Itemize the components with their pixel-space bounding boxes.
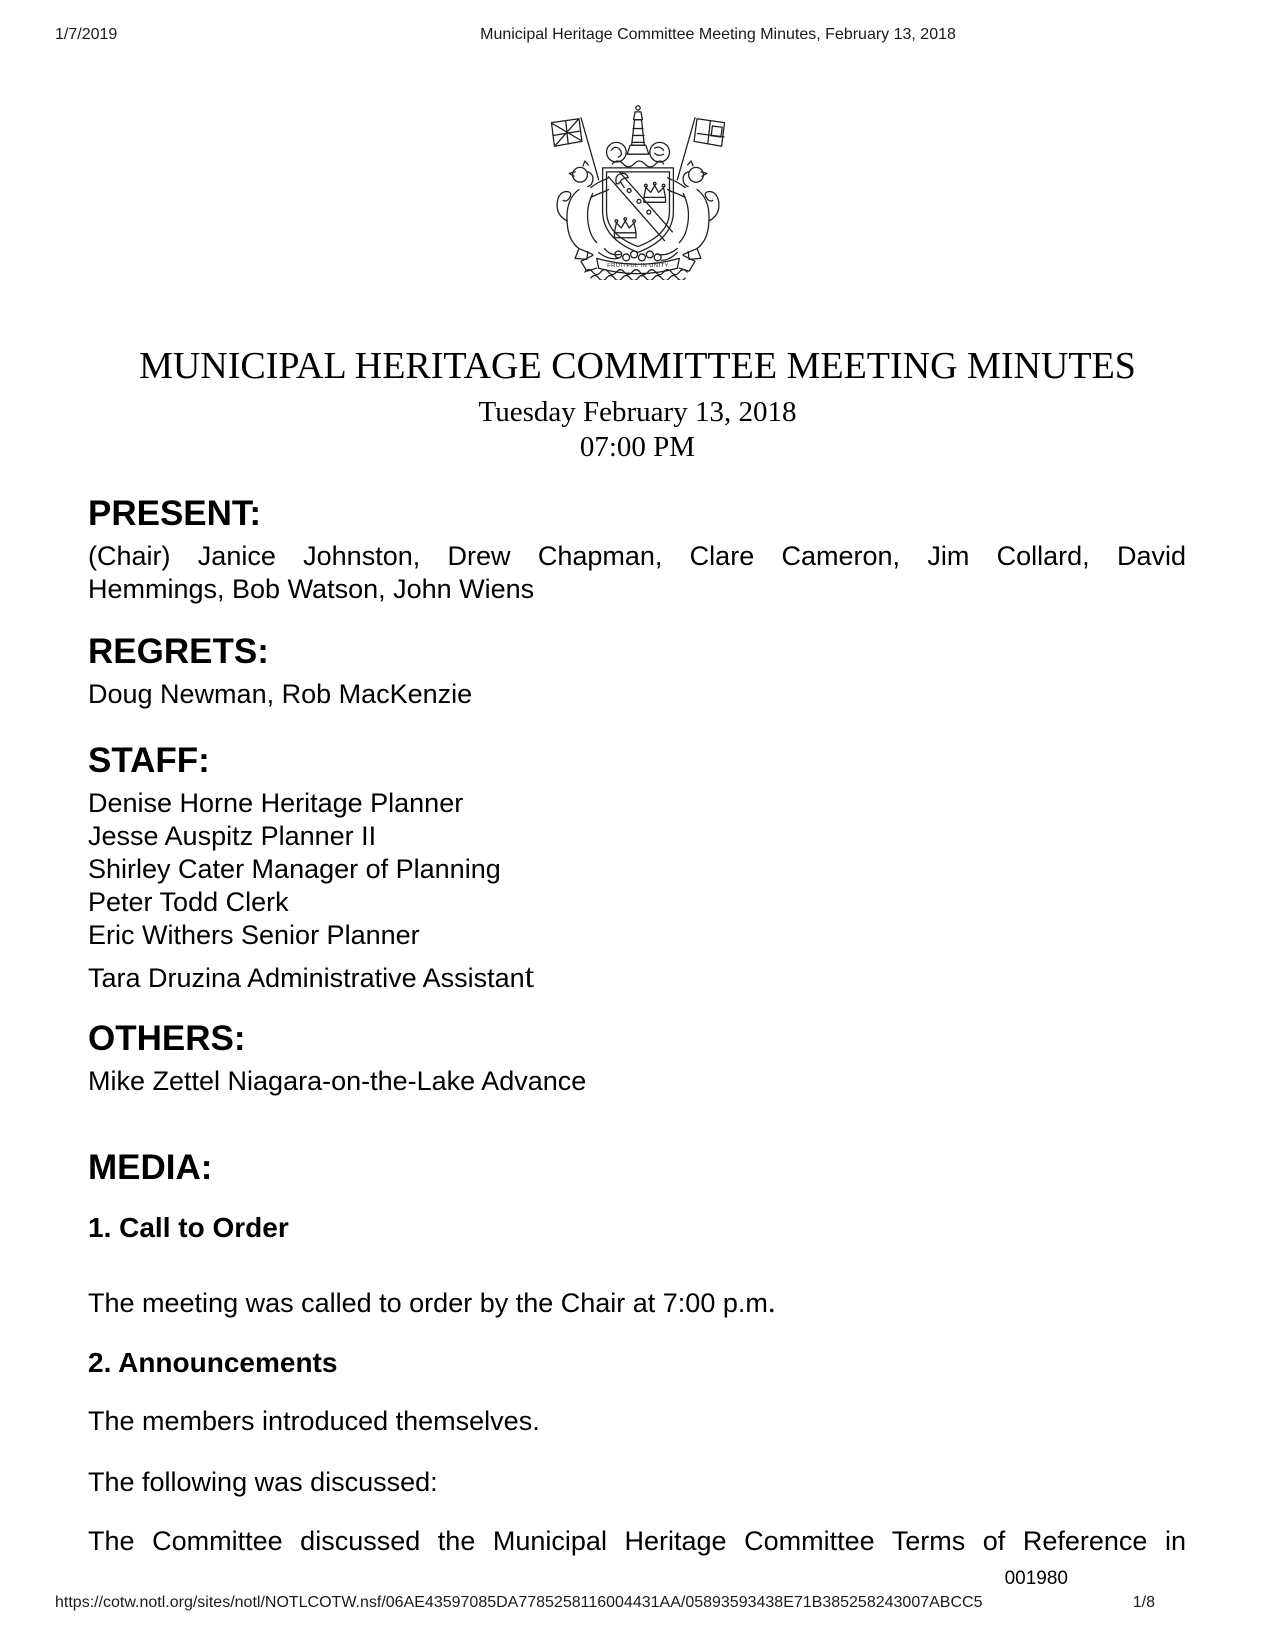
others-heading: OTHERS: bbox=[88, 1019, 246, 1058]
print-header-title: Municipal Heritage Committee Meeting Minutes, February 13, 2018 bbox=[480, 26, 956, 43]
present-heading: PRESENT: bbox=[88, 494, 262, 533]
media-heading: MEDIA: bbox=[88, 1148, 213, 1187]
document-content bbox=[88, 493, 1186, 1558]
print-header-date: 1/7/2019 bbox=[55, 26, 118, 43]
present-line-1: (Chair) Janice Johnston, Drew Chapman, Clare Cameron, Jim Collard, David bbox=[88, 541, 1186, 571]
staff-member: Shirley Cater Manager of Planning bbox=[88, 854, 501, 884]
staff-member bbox=[88, 960, 1186, 996]
staff-member: Peter Todd Clerk bbox=[88, 887, 289, 917]
agenda-item-2-heading: 2. Announcements bbox=[88, 1347, 338, 1378]
regrets-list: Doug Newman, Rob MacKenzie bbox=[88, 679, 473, 709]
agenda-item-1-tail: . bbox=[767, 1284, 776, 1319]
crest-motto-text: FRUITFUL IN UNITY bbox=[606, 263, 669, 270]
meeting-time: 07:00 PM bbox=[579, 431, 696, 463]
staff-member-tail: t bbox=[524, 958, 535, 995]
crest-left-badge-icon bbox=[606, 142, 626, 162]
agenda-item-2-paragraph-1: The members introduced themselves. bbox=[88, 1406, 540, 1436]
agenda-item-1-paragraph bbox=[88, 1285, 1186, 1320]
print-footer-page-number: 1/8 bbox=[1132, 1594, 1155, 1611]
staff-member-text: Tara Druzina Administrative Assistan bbox=[88, 963, 525, 993]
crest-lion-icon bbox=[557, 161, 608, 259]
print-footer-url: https://cotw.notl.org/sites/notl/NOTLCOTW.nsf/06AE43597085DA7785258116004431AA/05893593438E71B385258243007ABCC5 bbox=[55, 1594, 983, 1611]
present-list bbox=[88, 540, 1186, 606]
crest-waves-icon bbox=[584, 270, 686, 280]
agenda-item-1-heading: 1. Call to Order bbox=[88, 1212, 289, 1243]
regrets-heading: REGRETS: bbox=[88, 632, 269, 671]
agenda-item-1-text: The meeting was called to order by the Chair at 7:00 p.m bbox=[88, 1288, 768, 1318]
crest-left-flag-icon bbox=[551, 118, 598, 180]
coat-of-arms-image bbox=[532, 103, 744, 280]
document-number-stamp: 001980 bbox=[1004, 1568, 1068, 1589]
staff-member: Eric Withers Senior Planner bbox=[88, 920, 420, 950]
meeting-date: Tuesday February 13, 2018 bbox=[478, 396, 797, 428]
print-footer bbox=[55, 1594, 1155, 1612]
staff-member: Jesse Auspitz Planner II bbox=[88, 821, 377, 851]
present-line-2: Hemmings, Bob Watson, John Wiens bbox=[88, 574, 535, 604]
crest-right-flag-icon bbox=[677, 118, 724, 180]
staff-member: Denise Horne Heritage Planner bbox=[88, 788, 464, 818]
agenda-item-2-paragraph-3: The Committee discussed the Municipal Heritage Committee Terms of Reference in bbox=[88, 1526, 1186, 1556]
staff-list bbox=[88, 787, 1186, 952]
page-title: MUNICIPAL HERITAGE COMMITTEE MEETING MINUTES bbox=[139, 345, 1136, 387]
crest-monument-icon bbox=[627, 106, 649, 154]
print-header bbox=[0, 26, 1275, 48]
coat-of-arms bbox=[532, 103, 744, 280]
crest-right-badge-icon bbox=[649, 142, 669, 162]
others-list: Mike Zettel Niagara-on-the-Lake Advance bbox=[88, 1066, 587, 1096]
staff-heading: STAFF: bbox=[88, 741, 210, 780]
agenda-item-2-paragraph-2: The following was discussed: bbox=[88, 1467, 438, 1497]
crest-shield-icon bbox=[602, 168, 673, 253]
crest-compartment-icon bbox=[598, 249, 677, 261]
